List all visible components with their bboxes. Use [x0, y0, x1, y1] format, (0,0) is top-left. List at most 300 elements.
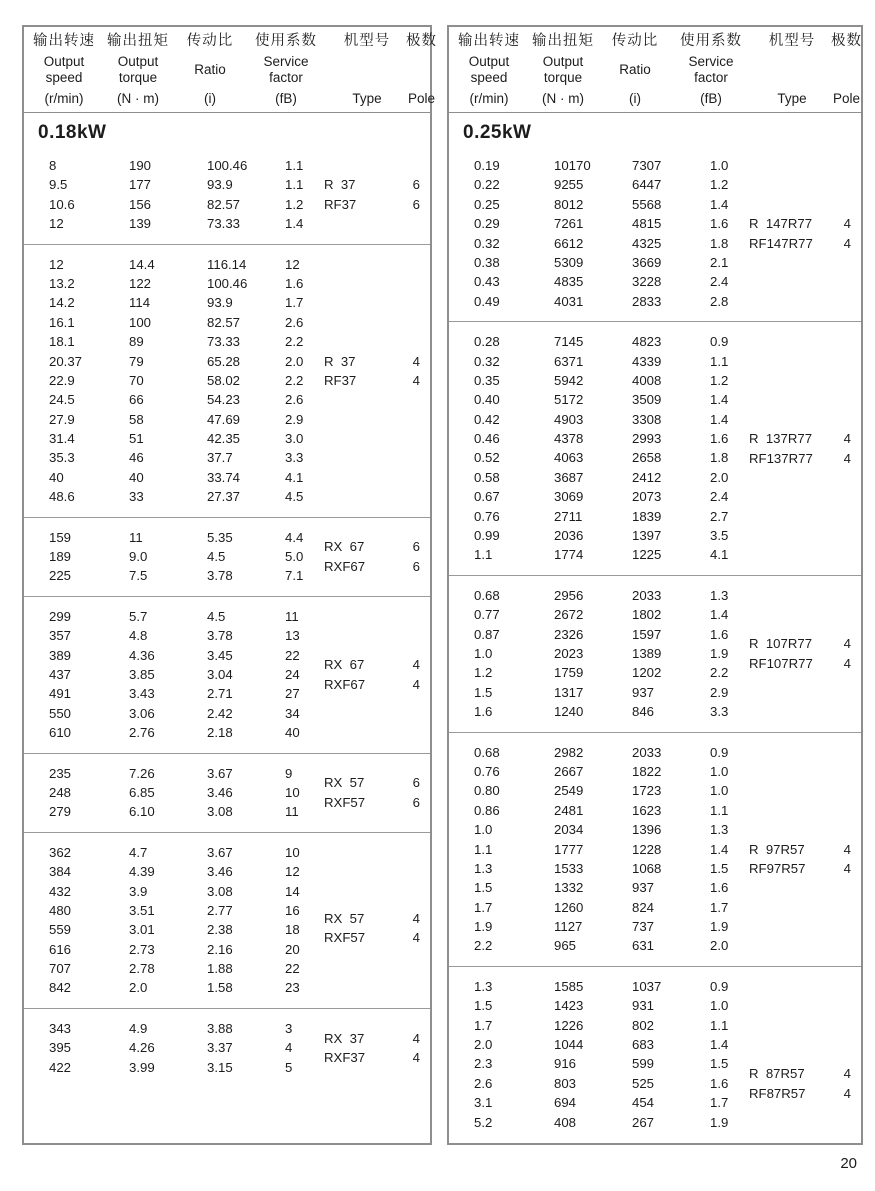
- cell-output-torque: 2982: [554, 744, 584, 760]
- cell-output-speed: 0.22: [474, 177, 500, 193]
- cell-output-speed: 550: [49, 705, 72, 721]
- pole-count: 4: [843, 655, 851, 671]
- cell-ratio: 4815: [632, 216, 662, 232]
- cell-output-speed: 1.7: [474, 899, 493, 915]
- type-pole-line: [749, 214, 851, 233]
- spec-row: [449, 292, 861, 311]
- type-designation: RF107R77: [749, 655, 813, 671]
- header-label-en: [833, 91, 860, 107]
- cell-service-factor: 1.1: [710, 353, 729, 369]
- cell-ratio: 116.14: [207, 256, 247, 272]
- header-label-zh: 输出扭矩: [532, 33, 594, 49]
- cell-output-speed: 248: [49, 784, 72, 800]
- header-label-zh: 机型号: [343, 33, 391, 49]
- cell-output-torque: 4835: [554, 274, 584, 290]
- cell-ratio: 2412: [632, 469, 662, 485]
- cell-ratio: 2.38: [207, 922, 233, 938]
- cell-service-factor: 1.3: [710, 587, 729, 603]
- spec-panel-018kw: [22, 25, 437, 1145]
- type-pole-group: [749, 1064, 851, 1103]
- cell-service-factor: 4.1: [710, 547, 729, 563]
- cell-service-factor: 10: [285, 784, 300, 800]
- cell-ratio: 3.46: [207, 864, 233, 880]
- cell-service-factor: 4.5: [285, 489, 304, 505]
- cell-service-factor: 4: [285, 1040, 293, 1056]
- header-unit: (r/min): [469, 91, 509, 106]
- spec-row: [449, 468, 861, 487]
- cell-output-torque: 5172: [554, 392, 584, 408]
- spec-row: [449, 1035, 861, 1054]
- cell-ratio: 802: [632, 1017, 655, 1033]
- cell-ratio: 824: [632, 899, 655, 915]
- header-label-en: [263, 54, 308, 86]
- spec-row: [24, 313, 430, 332]
- cell-output-speed: 16.1: [49, 314, 75, 330]
- cell-output-torque: 4.26: [129, 1040, 155, 1056]
- header-label-zh: 传动比: [186, 33, 234, 49]
- cell-service-factor: 1.1: [285, 158, 304, 173]
- cell-service-factor: 2.7: [710, 508, 729, 524]
- type-designation: RF37: [324, 196, 357, 212]
- cell-output-speed: 1.5: [474, 998, 493, 1014]
- cell-ratio: 54.23: [207, 392, 241, 408]
- cell-output-speed: 0.99: [474, 528, 500, 544]
- spec-block: [24, 1009, 430, 1087]
- cell-ratio: 1037: [632, 978, 662, 994]
- cell-ratio: 47.69: [207, 411, 241, 427]
- cell-output-speed: 3.1: [474, 1095, 493, 1111]
- pole-count: 6: [412, 196, 420, 212]
- cell-output-speed: 27.9: [49, 411, 75, 427]
- cell-output-torque: 100: [129, 314, 152, 330]
- cell-ratio: 3.67: [207, 765, 233, 781]
- cell-ratio: 3.88: [207, 1020, 233, 1036]
- spec-row: [24, 156, 430, 175]
- cell-service-factor: 1.4: [710, 392, 729, 408]
- cell-output-speed: 159: [49, 529, 72, 545]
- header-label-en-line: Pole: [832, 91, 861, 106]
- type-pole-line: [324, 1029, 420, 1048]
- header-label-en: [44, 54, 85, 86]
- type-pole-line: [749, 840, 851, 859]
- cell-output-torque: 2956: [554, 587, 584, 603]
- cell-output-torque: 70: [129, 372, 144, 388]
- cell-ratio: 82.57: [207, 314, 241, 330]
- type-pole-line: [324, 773, 420, 792]
- cell-ratio: 1.58: [207, 980, 233, 996]
- cell-output-speed: 1.1: [474, 841, 493, 857]
- header-label-zh: 传动比: [611, 33, 659, 49]
- cell-output-torque: 46: [129, 450, 144, 466]
- header-column: [328, 33, 406, 107]
- header-label-en: [688, 54, 733, 86]
- cell-ratio: 3.67: [207, 844, 233, 860]
- cell-output-torque: 1260: [554, 899, 584, 915]
- header-column: [176, 33, 244, 107]
- cell-output-torque: 3.51: [129, 902, 155, 918]
- spec-row: [24, 255, 430, 274]
- cell-output-speed: 0.32: [474, 235, 500, 251]
- cell-ratio: 73.33: [207, 216, 241, 232]
- type-pole-line: [324, 195, 420, 214]
- cell-service-factor: 2.2: [285, 372, 304, 388]
- cell-output-torque: 2326: [554, 626, 584, 642]
- cell-output-speed: 432: [49, 883, 72, 899]
- cell-service-factor: 12: [285, 864, 300, 880]
- cell-output-torque: 11: [129, 529, 143, 545]
- cell-ratio: 1396: [632, 822, 662, 838]
- header-label-zh: 输出扭矩: [107, 33, 169, 49]
- spec-row: [24, 723, 430, 742]
- spec-row: [449, 1113, 861, 1132]
- type-pole-line: [324, 793, 420, 812]
- type-pole-group: [749, 429, 851, 468]
- cell-ratio: 2.71: [207, 686, 233, 702]
- type-designation: R 97R57: [749, 841, 805, 857]
- header-unit: (N · m): [542, 91, 584, 106]
- cell-ratio: 100.46: [207, 275, 248, 291]
- type-pole-line: [749, 429, 851, 448]
- cell-ratio: 2.18: [207, 725, 233, 741]
- cell-output-speed: 0.29: [474, 216, 500, 232]
- cell-service-factor: 40: [285, 725, 300, 741]
- cell-output-speed: 2.2: [474, 938, 493, 954]
- cell-output-torque: 1585: [554, 978, 584, 994]
- cell-service-factor: 23: [285, 980, 300, 996]
- cell-ratio: 1.88: [207, 961, 233, 977]
- header-column: [753, 33, 831, 107]
- cell-ratio: 2.16: [207, 941, 233, 957]
- cell-output-torque: 9.0: [129, 549, 148, 565]
- header-label-en: [469, 54, 510, 86]
- type-pole-line: [324, 537, 420, 556]
- cell-output-speed: 707: [49, 961, 72, 977]
- cell-service-factor: 22: [285, 961, 300, 977]
- table-header: [449, 27, 861, 113]
- cell-service-factor: 1.0: [710, 763, 729, 779]
- spec-row: [449, 272, 861, 291]
- type-designation: RXF57: [324, 794, 366, 810]
- pole-count: 4: [843, 1085, 851, 1101]
- cell-service-factor: 1.9: [710, 919, 729, 935]
- pole-count: 4: [412, 930, 420, 946]
- cell-output-torque: 2.76: [129, 725, 155, 741]
- pole-count: 6: [412, 794, 420, 810]
- cell-ratio: 1623: [632, 802, 662, 818]
- cell-ratio: 2073: [632, 489, 662, 505]
- cell-output-torque: 156: [129, 196, 152, 212]
- header-column: [831, 33, 862, 107]
- type-pole-line: [749, 859, 851, 878]
- pole-count: 4: [412, 372, 420, 388]
- spec-block: [24, 754, 430, 832]
- type-designation: R 37: [324, 177, 356, 193]
- spec-row: [449, 526, 861, 545]
- cell-service-factor: 1.7: [710, 1095, 729, 1111]
- cell-output-torque: 2672: [554, 607, 584, 623]
- header-label-zh: 极数: [406, 33, 437, 49]
- header-column: [669, 33, 753, 107]
- spec-row: [24, 487, 430, 506]
- spec-row: [24, 429, 430, 448]
- cell-output-speed: 0.35: [474, 372, 500, 388]
- header-column: [525, 33, 601, 107]
- cell-output-speed: 0.19: [474, 158, 500, 173]
- spec-row: [24, 390, 430, 409]
- cell-ratio: 4.5: [207, 549, 226, 565]
- spec-row: [449, 977, 861, 996]
- cell-service-factor: 1.0: [710, 158, 729, 173]
- cell-output-speed: 48.6: [49, 489, 75, 505]
- cell-output-speed: 12: [49, 216, 64, 232]
- cell-service-factor: 4.4: [285, 529, 304, 545]
- spec-row: [449, 683, 861, 702]
- spec-row: [449, 743, 861, 762]
- type-pole-line: [749, 1084, 851, 1103]
- type-designation: RF137R77: [749, 450, 813, 466]
- cell-output-torque: 1533: [554, 860, 584, 876]
- cell-output-torque: 4.9: [129, 1020, 148, 1036]
- cell-service-factor: 0.9: [710, 978, 729, 994]
- cell-output-speed: 0.32: [474, 353, 500, 369]
- cell-service-factor: 1.6: [710, 626, 729, 642]
- type-designation: RXF37: [324, 1049, 366, 1065]
- cell-service-factor: 2.6: [285, 392, 304, 408]
- cell-output-speed: 1.0: [474, 645, 493, 661]
- spec-row: [449, 195, 861, 214]
- cell-service-factor: 1.4: [285, 216, 304, 232]
- cell-ratio: 683: [632, 1037, 655, 1053]
- cell-output-torque: 2036: [554, 528, 584, 544]
- header-label-zh: 输出转速: [458, 33, 520, 49]
- cell-service-factor: 5: [285, 1059, 293, 1075]
- cell-ratio: 1723: [632, 783, 662, 799]
- cell-output-torque: 7261: [554, 216, 584, 232]
- cell-service-factor: 1.4: [710, 607, 729, 623]
- spec-row: [24, 448, 430, 467]
- cell-output-torque: 6612: [554, 235, 584, 251]
- pole-count: 4: [843, 841, 851, 857]
- cell-output-speed: 2.6: [474, 1075, 493, 1091]
- spec-row: [449, 487, 861, 506]
- spec-row: [449, 878, 861, 897]
- header-label-en: [352, 91, 381, 107]
- cell-output-speed: 2.0: [474, 1037, 493, 1053]
- cell-service-factor: 1.6: [710, 880, 729, 896]
- header-unit: (fB): [275, 91, 297, 106]
- pole-count: 4: [412, 676, 420, 692]
- cell-output-torque: 114: [129, 295, 151, 311]
- cell-output-speed: 0.38: [474, 254, 500, 270]
- pole-count: 6: [412, 775, 420, 791]
- cell-output-speed: 8: [49, 158, 57, 173]
- pole-count: 4: [412, 1030, 420, 1046]
- cell-output-torque: 803: [554, 1075, 577, 1091]
- cell-ratio: 5.35: [207, 529, 233, 545]
- cell-output-torque: 916: [554, 1056, 577, 1072]
- cell-service-factor: 1.4: [710, 1037, 729, 1053]
- spec-block: [24, 518, 430, 596]
- header-label-en: [543, 54, 584, 86]
- cell-service-factor: 5.0: [285, 549, 304, 565]
- header-unit: (fB): [700, 91, 722, 106]
- page-number: 20: [840, 1155, 857, 1172]
- spec-panel-025kw: [447, 25, 863, 1145]
- power-rating-title: 0.18kW: [38, 122, 107, 143]
- cell-ratio: 2658: [632, 450, 662, 466]
- cell-ratio: 27.37: [207, 489, 241, 505]
- cell-output-torque: 694: [554, 1095, 577, 1111]
- cell-ratio: 267: [632, 1114, 655, 1130]
- cell-output-speed: 299: [49, 608, 72, 624]
- cell-ratio: 3228: [632, 274, 662, 290]
- cell-service-factor: 11: [285, 608, 299, 624]
- pole-count: 6: [412, 177, 420, 193]
- cell-output-speed: 0.58: [474, 469, 500, 485]
- cell-service-factor: 2.0: [710, 469, 729, 485]
- cell-ratio: 1397: [632, 528, 662, 544]
- header-label-en-line: Type: [777, 91, 807, 106]
- spec-row: [24, 882, 430, 901]
- cell-ratio: 3.08: [207, 804, 233, 820]
- type-designation: RX 67: [324, 657, 365, 673]
- spec-row: [24, 332, 430, 351]
- header-column: [453, 33, 525, 107]
- spec-row: [449, 371, 861, 390]
- spec-row: [24, 214, 430, 233]
- type-designation: RXF67: [324, 676, 366, 692]
- cell-ratio: 3308: [632, 411, 662, 427]
- cell-output-torque: 6.10: [129, 804, 155, 820]
- cell-output-speed: 362: [49, 844, 72, 860]
- cell-ratio: 3.46: [207, 784, 233, 800]
- cell-service-factor: 1.1: [710, 1017, 729, 1033]
- cell-output-speed: 0.86: [474, 802, 500, 818]
- type-designation: RXF57: [324, 930, 366, 946]
- cell-output-torque: 3.06: [129, 705, 155, 721]
- type-pole-line: [749, 654, 851, 673]
- cell-output-torque: 3069: [554, 489, 584, 505]
- cell-output-speed: 235: [49, 765, 72, 781]
- cell-output-torque: 2.78: [129, 961, 155, 977]
- type-pole-line: [324, 371, 420, 390]
- header-label-en-line: Ratio: [194, 62, 226, 77]
- type-pole-group: [324, 655, 420, 694]
- pole-count: 6: [412, 558, 420, 574]
- cell-output-speed: 0.68: [474, 744, 500, 760]
- spec-row: [449, 820, 861, 839]
- cell-output-speed: 1.7: [474, 1017, 493, 1033]
- header-label-en: [194, 62, 226, 78]
- pole-count: 4: [843, 860, 851, 876]
- cell-ratio: 82.57: [207, 196, 241, 212]
- cell-ratio: 599: [632, 1056, 655, 1072]
- cell-ratio: 42.35: [207, 431, 241, 447]
- cell-service-factor: 1.9: [710, 645, 729, 661]
- cell-output-speed: 0.46: [474, 431, 500, 447]
- cell-output-speed: 0.28: [474, 334, 500, 350]
- type-designation: RF97R57: [749, 860, 806, 876]
- cell-output-torque: 3687: [554, 469, 584, 485]
- cell-output-speed: 437: [49, 666, 72, 682]
- spec-row: [24, 410, 430, 429]
- spec-row: [449, 917, 861, 936]
- spec-row: [24, 978, 430, 997]
- cell-output-speed: 389: [49, 647, 72, 663]
- cell-ratio: 2993: [632, 431, 662, 447]
- cell-ratio: 3669: [632, 254, 662, 270]
- cell-service-factor: 1.3: [710, 822, 729, 838]
- header-column: [100, 33, 176, 107]
- cell-ratio: 5568: [632, 196, 662, 212]
- cell-ratio: 58.02: [207, 372, 241, 388]
- type-pole-line: [324, 352, 420, 371]
- cell-service-factor: 1.2: [710, 372, 729, 388]
- cell-output-torque: 51: [129, 431, 144, 447]
- cell-output-speed: 20.37: [49, 353, 83, 369]
- cell-output-torque: 3.9: [129, 883, 148, 899]
- cell-service-factor: 1.8: [710, 450, 729, 466]
- cell-output-speed: 0.25: [474, 196, 500, 212]
- cell-ratio: 3.15: [207, 1059, 233, 1075]
- header-unit: (N · m): [117, 91, 159, 106]
- spec-row: [449, 507, 861, 526]
- cell-service-factor: 2.9: [710, 684, 729, 700]
- cell-output-speed: 31.4: [49, 431, 75, 447]
- spec-row: [449, 996, 861, 1015]
- cell-output-speed: 610: [49, 725, 72, 741]
- cell-ratio: 937: [632, 684, 655, 700]
- cell-service-factor: 1.9: [710, 1114, 729, 1130]
- cell-ratio: 454: [632, 1095, 655, 1111]
- cell-output-torque: 139: [129, 216, 152, 232]
- cell-output-speed: 13.2: [49, 275, 75, 291]
- cell-output-torque: 1423: [554, 998, 584, 1014]
- cell-output-torque: 5.7: [129, 608, 148, 624]
- cell-ratio: 93.9: [207, 177, 233, 193]
- cell-service-factor: 1.7: [710, 899, 729, 915]
- cell-output-speed: 14.2: [49, 295, 75, 311]
- header-column: [244, 33, 328, 107]
- cell-ratio: 1839: [632, 508, 662, 524]
- cell-output-speed: 559: [49, 922, 72, 938]
- cell-output-speed: 0.42: [474, 411, 500, 427]
- header-label-en-line: Output: [43, 54, 85, 69]
- spec-row: [449, 605, 861, 624]
- cell-output-torque: 66: [129, 392, 144, 408]
- spec-row: [449, 702, 861, 721]
- spec-row: [449, 936, 861, 955]
- pole-count: 6: [412, 539, 420, 555]
- cell-output-speed: 10.6: [49, 196, 75, 212]
- cell-output-speed: 0.68: [474, 587, 500, 603]
- pole-count: 4: [843, 235, 851, 251]
- cell-ratio: 6447: [632, 177, 662, 193]
- type-pole-line: [749, 449, 851, 468]
- cell-output-speed: 24.5: [49, 392, 75, 408]
- cell-output-torque: 3.99: [129, 1059, 155, 1075]
- type-designation: RXF67: [324, 558, 366, 574]
- cell-ratio: 937: [632, 880, 655, 896]
- cell-ratio: 2033: [632, 587, 662, 603]
- cell-output-torque: 1226: [554, 1017, 584, 1033]
- cell-output-torque: 1127: [554, 919, 583, 935]
- cell-ratio: 1228: [632, 841, 662, 857]
- type-pole-line: [749, 634, 851, 653]
- spec-row: [24, 293, 430, 312]
- spec-row: [449, 352, 861, 371]
- cell-output-speed: 0.49: [474, 293, 500, 309]
